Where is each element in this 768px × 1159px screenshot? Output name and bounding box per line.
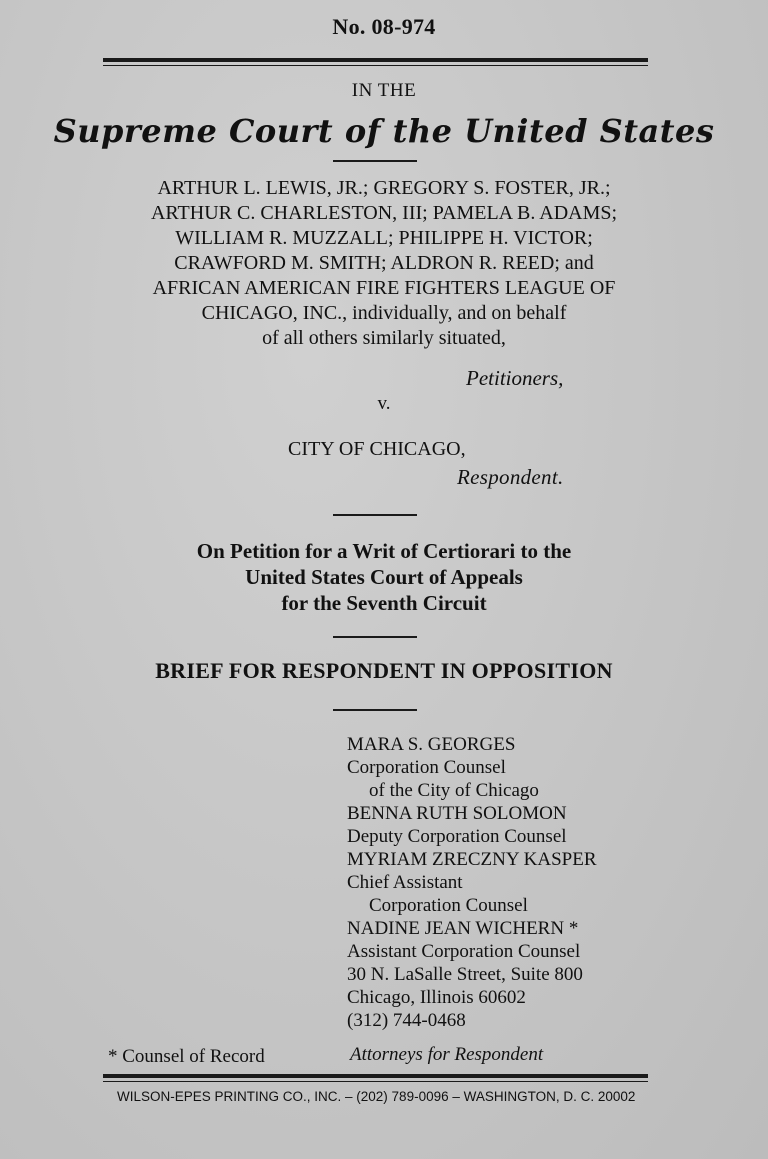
attorney-line: MYRIAM ZRECZNY KASPER bbox=[347, 849, 597, 870]
attorney-line: Deputy Corporation Counsel bbox=[347, 826, 567, 847]
respondent-label: Respondent. bbox=[457, 465, 564, 489]
attorney-line: NADINE JEAN WICHERN * bbox=[347, 918, 579, 939]
parties-block bbox=[0, 176, 768, 351]
petition-block bbox=[0, 538, 768, 616]
attorneys-block bbox=[347, 733, 597, 1032]
attorney-line: Chicago, Illinois 60602 bbox=[347, 987, 526, 1008]
court-name: Supreme Court of the United States bbox=[53, 112, 715, 150]
printer-line: WILSON-EPES PRINTING CO., INC. – (202) 789-0096 – WASHINGTON, D. C. 20002 bbox=[117, 1089, 636, 1104]
party-line: AFRICAN AMERICAN FIRE FIGHTERS LEAGUE OF bbox=[152, 277, 616, 299]
bottom-rule-thin bbox=[103, 1081, 648, 1082]
brief-title: BRIEF FOR RESPONDENT IN OPPOSITION bbox=[155, 658, 613, 683]
party-line: WILLIAM R. MUZZALL; PHILIPPE H. VICTOR; bbox=[175, 227, 593, 249]
divider-rule-2 bbox=[333, 514, 417, 516]
attorney-line: of the City of Chicago bbox=[369, 780, 539, 801]
petition-line: United States Court of Appeals bbox=[245, 565, 523, 589]
petitioners-label: Petitioners, bbox=[466, 366, 564, 390]
divider-rule-1 bbox=[333, 160, 417, 162]
top-rule-thick bbox=[103, 58, 648, 62]
top-rule-thin bbox=[103, 65, 648, 66]
attorney-line: (312) 744-0468 bbox=[347, 1010, 466, 1031]
docket-number: No. 08-974 bbox=[332, 14, 436, 39]
party-line: of all others similarly situated, bbox=[262, 327, 506, 349]
attorney-line: MARA S. GEORGES bbox=[347, 734, 516, 755]
petition-line: On Petition for a Writ of Certiorari to the bbox=[196, 539, 572, 563]
party-line: CRAWFORD M. SMITH; ALDRON R. REED; and bbox=[174, 252, 594, 274]
divider-rule-3 bbox=[333, 636, 417, 638]
respondent-name: CITY OF CHICAGO, bbox=[288, 438, 466, 460]
attorney-line: Assistant Corporation Counsel bbox=[347, 941, 581, 962]
versus-label: v. bbox=[377, 393, 391, 414]
attorney-line: 30 N. LaSalle Street, Suite 800 bbox=[347, 964, 583, 985]
divider-rule-4 bbox=[333, 709, 417, 711]
party-line: ARTHUR C. CHARLESTON, III; PAMELA B. ADAMS; bbox=[150, 202, 618, 224]
attorney-line: Corporation Counsel bbox=[369, 895, 528, 916]
counsel-of-record-note: * Counsel of Record bbox=[108, 1046, 265, 1067]
bottom-rule-thick bbox=[103, 1074, 648, 1078]
attorney-line: Corporation Counsel bbox=[347, 757, 506, 778]
party-line: ARTHUR L. LEWIS, JR.; GREGORY S. FOSTER, JR.; bbox=[157, 177, 611, 199]
attorney-line: BENNA RUTH SOLOMON bbox=[347, 803, 567, 824]
in-the-label: IN THE bbox=[351, 80, 417, 101]
attorneys-for-label: Attorneys for Respondent bbox=[350, 1044, 544, 1065]
attorney-line: Chief Assistant bbox=[347, 872, 463, 893]
party-line: CHICAGO, INC., individually, and on behalf bbox=[201, 302, 567, 324]
petition-line: for the Seventh Circuit bbox=[281, 591, 487, 615]
